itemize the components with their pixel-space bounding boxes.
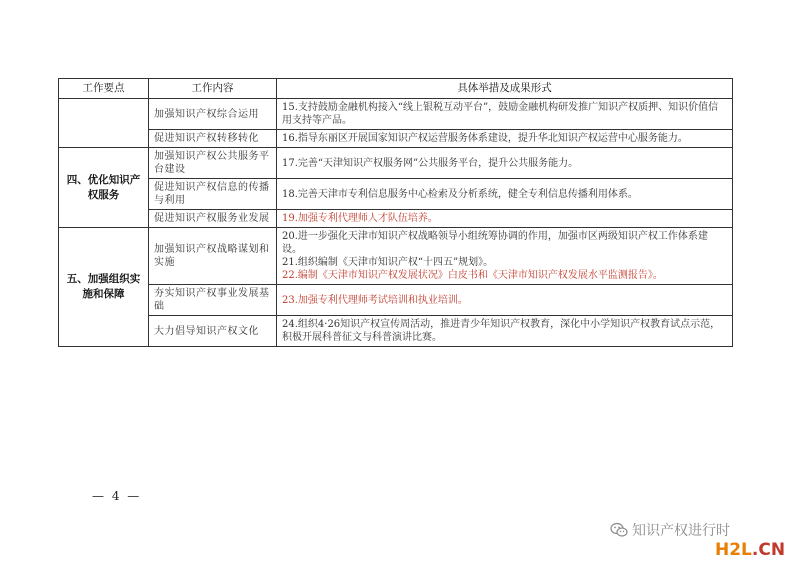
watermark-text: 知识产权进行时 [632, 523, 730, 539]
logo-h2l: H2L [715, 540, 752, 560]
table-row [59, 316, 733, 347]
measure-line: 24.组织4·26知识产权宣传周活动，推进青少年知识产权教育，深化中小学知识产权教育试点示范，积极开展科普征文与科普演讲比赛。 [282, 319, 721, 343]
logo-cn: .CN [751, 540, 786, 560]
measures-cell [277, 130, 733, 148]
measures-cell [277, 285, 733, 316]
work-content-cell: 加强知识产权综合运用 [149, 99, 277, 130]
work-content-cell: 促进知识产权信息的传播与利用 [149, 179, 277, 210]
table-header-row [59, 79, 733, 99]
measure-line: 16.指导东丽区开展国家知识产权运营服务体系建设，提升华北知识产权运营中心服务能力。 [282, 133, 688, 144]
measure-line: 18.完善天津市专利信息服务中心检索及分析系统，健全专利信息传播利用体系。 [282, 188, 638, 200]
header-work-content: 工作内容 [149, 79, 277, 99]
measure-line: 17.完善“天津知识产权服务网”公共服务平台，提升公共服务能力。 [282, 157, 579, 169]
header-work-point: 工作要点 [59, 79, 149, 99]
wechat-icon [610, 522, 628, 538]
header-measures: 具体举措及成果形式 [277, 79, 733, 99]
work-point-cell: 五、加强组织实施和保障 [59, 228, 149, 347]
measure-line: 23.加强专利代理师考试培训和执业培训。 [282, 294, 468, 306]
measures-cell [277, 316, 733, 347]
table-row [59, 99, 733, 130]
table-row [59, 179, 733, 210]
work-content-cell: 夯实知识产权事业发展基础 [149, 285, 277, 316]
measure-line: 22.编制《天津市知识产权发展状况》白皮书和《天津市知识产权发展水平监测报告》。 [282, 270, 663, 281]
measure-line: 21.组织编制《天津市知识产权“十四五”规划》。 [282, 257, 494, 268]
measure-line: 19.加强专利代理师人才队伍培养。 [282, 213, 438, 224]
table-row [59, 148, 733, 179]
measure-line: 20.进一步强化天津市知识产权战略领导小组统筹协调的作用，加强市区两级知识产权工作体系建设。 [282, 231, 708, 255]
watermark [610, 520, 730, 540]
work-content-cell: 促进知识产权服务业发展 [149, 210, 277, 228]
work-point-cell [59, 99, 149, 148]
site-logo [715, 540, 785, 560]
work-plan-table [58, 78, 733, 347]
table-row [59, 130, 733, 148]
work-content-cell: 促进知识产权转移转化 [149, 130, 277, 148]
table-row [59, 285, 733, 316]
table-body [59, 99, 733, 347]
work-content-cell: 加强知识产权战略谋划和实施 [149, 228, 277, 285]
measures-cell [277, 148, 733, 179]
table-row [59, 228, 733, 285]
measures-cell [277, 99, 733, 130]
page-number: — 4 — [92, 489, 142, 503]
work-content-cell: 大力倡导知识产权文化 [149, 316, 277, 347]
table-row [59, 210, 733, 228]
work-point-cell: 四、优化知识产权服务 [59, 148, 149, 228]
measures-cell [277, 210, 733, 228]
measures-cell [277, 179, 733, 210]
work-content-cell: 加强知识产权公共服务平台建设 [149, 148, 277, 179]
measures-cell [277, 228, 733, 285]
measure-line: 15.支持鼓励金融机构接入“线上银税互动平台”，鼓励金融机构研发推广知识产权质押、知识价值信用支持等产品。 [282, 102, 719, 126]
